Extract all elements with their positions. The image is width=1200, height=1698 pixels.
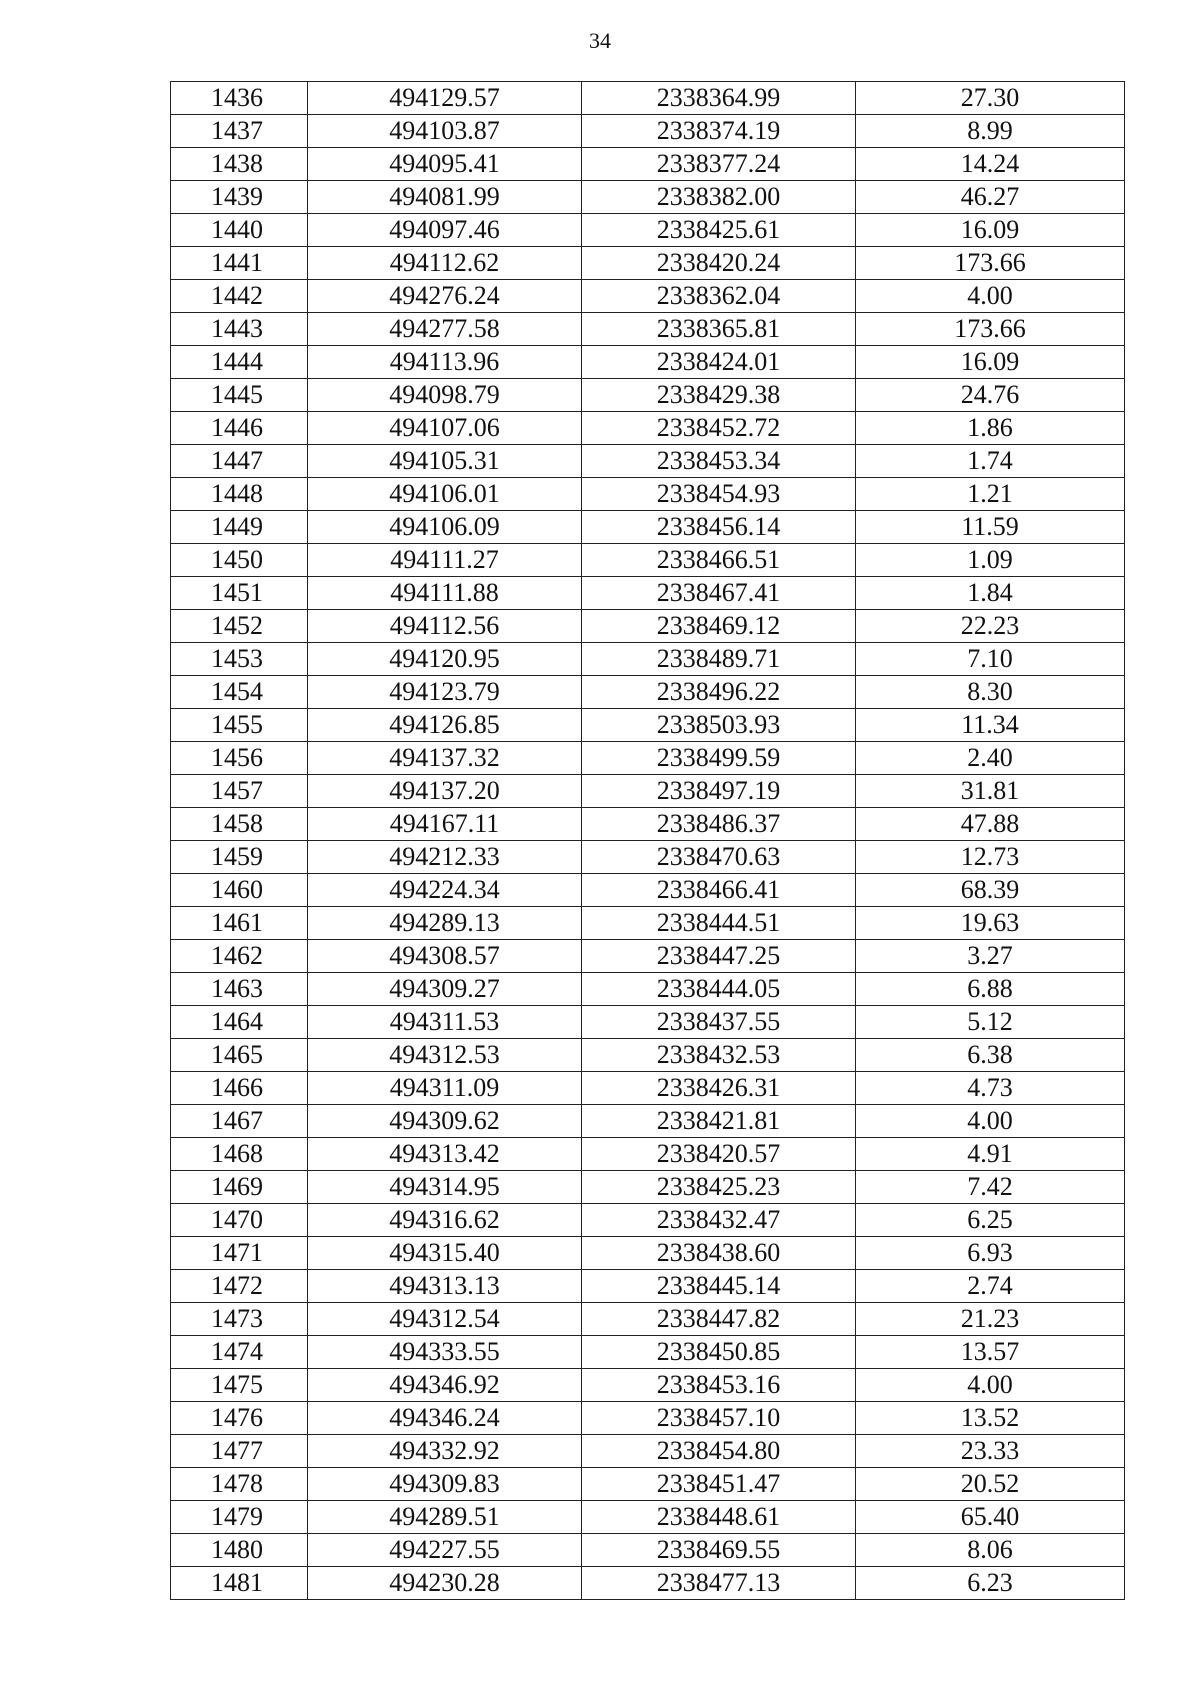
y-coordinate-cell: 2338469.55 <box>582 1534 856 1567</box>
y-coordinate-cell: 2338438.60 <box>582 1237 856 1270</box>
y-coordinate-cell: 2338453.16 <box>582 1369 856 1402</box>
distance-cell: 4.73 <box>856 1072 1125 1105</box>
point-number-cell: 1438 <box>171 148 308 181</box>
y-coordinate-cell: 2338454.80 <box>582 1435 856 1468</box>
table-row <box>171 1534 1125 1567</box>
table-row <box>171 907 1125 940</box>
distance-cell: 8.30 <box>856 676 1125 709</box>
point-number-cell: 1469 <box>171 1171 308 1204</box>
table-row <box>171 280 1125 313</box>
x-coordinate-cell: 494123.79 <box>308 676 582 709</box>
table-row <box>171 973 1125 1006</box>
y-coordinate-cell: 2338374.19 <box>582 115 856 148</box>
y-coordinate-cell: 2338450.85 <box>582 1336 856 1369</box>
table-row <box>171 1468 1125 1501</box>
x-coordinate-cell: 494289.51 <box>308 1501 582 1534</box>
y-coordinate-cell: 2338457.10 <box>582 1402 856 1435</box>
table-row <box>171 445 1125 478</box>
y-coordinate-cell: 2338377.24 <box>582 148 856 181</box>
table-row <box>171 1105 1125 1138</box>
x-coordinate-cell: 494309.83 <box>308 1468 582 1501</box>
x-coordinate-cell: 494313.13 <box>308 1270 582 1303</box>
point-number-cell: 1448 <box>171 478 308 511</box>
y-coordinate-cell: 2338429.38 <box>582 379 856 412</box>
x-coordinate-cell: 494332.92 <box>308 1435 582 1468</box>
distance-cell: 16.09 <box>856 214 1125 247</box>
x-coordinate-cell: 494112.56 <box>308 610 582 643</box>
point-number-cell: 1454 <box>171 676 308 709</box>
point-number-cell: 1459 <box>171 841 308 874</box>
distance-cell: 3.27 <box>856 940 1125 973</box>
distance-cell: 8.99 <box>856 115 1125 148</box>
distance-cell: 6.93 <box>856 1237 1125 1270</box>
point-number-cell: 1447 <box>171 445 308 478</box>
y-coordinate-cell: 2338497.19 <box>582 775 856 808</box>
x-coordinate-cell: 494112.62 <box>308 247 582 280</box>
distance-cell: 4.91 <box>856 1138 1125 1171</box>
distance-cell: 22.23 <box>856 610 1125 643</box>
x-coordinate-cell: 494227.55 <box>308 1534 582 1567</box>
point-number-cell: 1458 <box>171 808 308 841</box>
x-coordinate-cell: 494313.42 <box>308 1138 582 1171</box>
x-coordinate-cell: 494129.57 <box>308 82 582 115</box>
point-number-cell: 1464 <box>171 1006 308 1039</box>
point-number-cell: 1452 <box>171 610 308 643</box>
table-row <box>171 1072 1125 1105</box>
distance-cell: 31.81 <box>856 775 1125 808</box>
point-number-cell: 1455 <box>171 709 308 742</box>
point-number-cell: 1453 <box>171 643 308 676</box>
point-number-cell: 1462 <box>171 940 308 973</box>
point-number-cell: 1468 <box>171 1138 308 1171</box>
table-row <box>171 610 1125 643</box>
x-coordinate-cell: 494097.46 <box>308 214 582 247</box>
y-coordinate-cell: 2338425.23 <box>582 1171 856 1204</box>
distance-cell: 20.52 <box>856 1468 1125 1501</box>
point-number-cell: 1478 <box>171 1468 308 1501</box>
table-row <box>171 412 1125 445</box>
distance-cell: 1.74 <box>856 445 1125 478</box>
distance-cell: 12.73 <box>856 841 1125 874</box>
x-coordinate-cell: 494289.13 <box>308 907 582 940</box>
table-row <box>171 1402 1125 1435</box>
distance-cell: 47.88 <box>856 808 1125 841</box>
distance-cell: 4.00 <box>856 1105 1125 1138</box>
point-number-cell: 1444 <box>171 346 308 379</box>
distance-cell: 8.06 <box>856 1534 1125 1567</box>
table-row <box>171 1501 1125 1534</box>
table-row <box>171 1435 1125 1468</box>
distance-cell: 6.88 <box>856 973 1125 1006</box>
distance-cell: 4.00 <box>856 1369 1125 1402</box>
distance-cell: 21.23 <box>856 1303 1125 1336</box>
point-number-cell: 1436 <box>171 82 308 115</box>
point-number-cell: 1450 <box>171 544 308 577</box>
distance-cell: 13.57 <box>856 1336 1125 1369</box>
distance-cell: 173.66 <box>856 313 1125 346</box>
table-row <box>171 841 1125 874</box>
point-number-cell: 1437 <box>171 115 308 148</box>
point-number-cell: 1475 <box>171 1369 308 1402</box>
table-row <box>171 115 1125 148</box>
point-number-cell: 1449 <box>171 511 308 544</box>
table-row <box>171 676 1125 709</box>
point-number-cell: 1467 <box>171 1105 308 1138</box>
x-coordinate-cell: 494106.01 <box>308 478 582 511</box>
y-coordinate-cell: 2338420.24 <box>582 247 856 280</box>
distance-cell: 1.09 <box>856 544 1125 577</box>
point-number-cell: 1473 <box>171 1303 308 1336</box>
distance-cell: 24.76 <box>856 379 1125 412</box>
x-coordinate-cell: 494106.09 <box>308 511 582 544</box>
distance-cell: 65.40 <box>856 1501 1125 1534</box>
x-coordinate-cell: 494103.87 <box>308 115 582 148</box>
table-row <box>171 379 1125 412</box>
x-coordinate-cell: 494346.92 <box>308 1369 582 1402</box>
x-coordinate-cell: 494311.53 <box>308 1006 582 1039</box>
distance-cell: 11.34 <box>856 709 1125 742</box>
point-number-cell: 1441 <box>171 247 308 280</box>
distance-cell: 16.09 <box>856 346 1125 379</box>
distance-cell: 23.33 <box>856 1435 1125 1468</box>
x-coordinate-cell: 494277.58 <box>308 313 582 346</box>
table-row <box>171 1039 1125 1072</box>
x-coordinate-cell: 494311.09 <box>308 1072 582 1105</box>
table-row <box>171 313 1125 346</box>
x-coordinate-cell: 494111.88 <box>308 577 582 610</box>
distance-cell: 7.10 <box>856 643 1125 676</box>
y-coordinate-cell: 2338451.47 <box>582 1468 856 1501</box>
table-row <box>171 874 1125 907</box>
y-coordinate-cell: 2338382.00 <box>582 181 856 214</box>
distance-cell: 1.84 <box>856 577 1125 610</box>
x-coordinate-cell: 494346.24 <box>308 1402 582 1435</box>
x-coordinate-cell: 494333.55 <box>308 1336 582 1369</box>
coordinates-table-body <box>171 82 1125 1600</box>
x-coordinate-cell: 494309.62 <box>308 1105 582 1138</box>
table-row <box>171 1369 1125 1402</box>
y-coordinate-cell: 2338477.13 <box>582 1567 856 1600</box>
distance-cell: 19.63 <box>856 907 1125 940</box>
y-coordinate-cell: 2338496.22 <box>582 676 856 709</box>
point-number-cell: 1451 <box>171 577 308 610</box>
table-row <box>171 577 1125 610</box>
distance-cell: 68.39 <box>856 874 1125 907</box>
point-number-cell: 1480 <box>171 1534 308 1567</box>
x-coordinate-cell: 494137.32 <box>308 742 582 775</box>
y-coordinate-cell: 2338444.51 <box>582 907 856 940</box>
point-number-cell: 1476 <box>171 1402 308 1435</box>
y-coordinate-cell: 2338470.63 <box>582 841 856 874</box>
table-row <box>171 1270 1125 1303</box>
x-coordinate-cell: 494308.57 <box>308 940 582 973</box>
y-coordinate-cell: 2338466.41 <box>582 874 856 907</box>
table-row <box>171 1006 1125 1039</box>
distance-cell: 1.21 <box>856 478 1125 511</box>
table-row <box>171 247 1125 280</box>
point-number-cell: 1442 <box>171 280 308 313</box>
point-number-cell: 1443 <box>171 313 308 346</box>
y-coordinate-cell: 2338499.59 <box>582 742 856 775</box>
distance-cell: 27.30 <box>856 82 1125 115</box>
y-coordinate-cell: 2338452.72 <box>582 412 856 445</box>
table-row <box>171 808 1125 841</box>
point-number-cell: 1439 <box>171 181 308 214</box>
point-number-cell: 1466 <box>171 1072 308 1105</box>
y-coordinate-cell: 2338489.71 <box>582 643 856 676</box>
x-coordinate-cell: 494137.20 <box>308 775 582 808</box>
point-number-cell: 1477 <box>171 1435 308 1468</box>
distance-cell: 1.86 <box>856 412 1125 445</box>
table-row <box>171 214 1125 247</box>
distance-cell: 6.38 <box>856 1039 1125 1072</box>
table-row <box>171 1204 1125 1237</box>
y-coordinate-cell: 2338444.05 <box>582 973 856 1006</box>
x-coordinate-cell: 494105.31 <box>308 445 582 478</box>
table-row <box>171 511 1125 544</box>
x-coordinate-cell: 494309.27 <box>308 973 582 1006</box>
table-row <box>171 478 1125 511</box>
x-coordinate-cell: 494312.54 <box>308 1303 582 1336</box>
point-number-cell: 1460 <box>171 874 308 907</box>
y-coordinate-cell: 2338447.82 <box>582 1303 856 1336</box>
point-number-cell: 1445 <box>171 379 308 412</box>
point-number-cell: 1470 <box>171 1204 308 1237</box>
x-coordinate-cell: 494167.11 <box>308 808 582 841</box>
x-coordinate-cell: 494126.85 <box>308 709 582 742</box>
y-coordinate-cell: 2338445.14 <box>582 1270 856 1303</box>
y-coordinate-cell: 2338469.12 <box>582 610 856 643</box>
y-coordinate-cell: 2338420.57 <box>582 1138 856 1171</box>
y-coordinate-cell: 2338432.53 <box>582 1039 856 1072</box>
y-coordinate-cell: 2338432.47 <box>582 1204 856 1237</box>
distance-cell: 5.12 <box>856 1006 1125 1039</box>
point-number-cell: 1481 <box>171 1567 308 1600</box>
y-coordinate-cell: 2338364.99 <box>582 82 856 115</box>
x-coordinate-cell: 494276.24 <box>308 280 582 313</box>
point-number-cell: 1463 <box>171 973 308 1006</box>
distance-cell: 46.27 <box>856 181 1125 214</box>
x-coordinate-cell: 494212.33 <box>308 841 582 874</box>
distance-cell: 7.42 <box>856 1171 1125 1204</box>
point-number-cell: 1446 <box>171 412 308 445</box>
x-coordinate-cell: 494111.27 <box>308 544 582 577</box>
table-row <box>171 1336 1125 1369</box>
point-number-cell: 1457 <box>171 775 308 808</box>
y-coordinate-cell: 2338486.37 <box>582 808 856 841</box>
point-number-cell: 1474 <box>171 1336 308 1369</box>
distance-cell: 173.66 <box>856 247 1125 280</box>
table-row <box>171 82 1125 115</box>
point-number-cell: 1465 <box>171 1039 308 1072</box>
coordinates-table <box>170 81 1125 1600</box>
x-coordinate-cell: 494120.95 <box>308 643 582 676</box>
x-coordinate-cell: 494312.53 <box>308 1039 582 1072</box>
distance-cell: 6.25 <box>856 1204 1125 1237</box>
y-coordinate-cell: 2338362.04 <box>582 280 856 313</box>
y-coordinate-cell: 2338503.93 <box>582 709 856 742</box>
point-number-cell: 1461 <box>171 907 308 940</box>
table-row <box>171 346 1125 379</box>
y-coordinate-cell: 2338425.61 <box>582 214 856 247</box>
y-coordinate-cell: 2338424.01 <box>582 346 856 379</box>
distance-cell: 4.00 <box>856 280 1125 313</box>
y-coordinate-cell: 2338421.81 <box>582 1105 856 1138</box>
distance-cell: 2.74 <box>856 1270 1125 1303</box>
distance-cell: 14.24 <box>856 148 1125 181</box>
table-row <box>171 1303 1125 1336</box>
x-coordinate-cell: 494081.99 <box>308 181 582 214</box>
point-number-cell: 1472 <box>171 1270 308 1303</box>
table-row <box>171 1237 1125 1270</box>
x-coordinate-cell: 494230.28 <box>308 1567 582 1600</box>
x-coordinate-cell: 494113.96 <box>308 346 582 379</box>
table-row <box>171 1567 1125 1600</box>
y-coordinate-cell: 2338453.34 <box>582 445 856 478</box>
table-row <box>171 1171 1125 1204</box>
y-coordinate-cell: 2338426.31 <box>582 1072 856 1105</box>
table-row <box>171 643 1125 676</box>
y-coordinate-cell: 2338454.93 <box>582 478 856 511</box>
table-row <box>171 1138 1125 1171</box>
distance-cell: 13.52 <box>856 1402 1125 1435</box>
distance-cell: 2.40 <box>856 742 1125 775</box>
distance-cell: 11.59 <box>856 511 1125 544</box>
x-coordinate-cell: 494224.34 <box>308 874 582 907</box>
y-coordinate-cell: 2338448.61 <box>582 1501 856 1534</box>
table-row <box>171 148 1125 181</box>
y-coordinate-cell: 2338365.81 <box>582 313 856 346</box>
table-row <box>171 181 1125 214</box>
point-number-cell: 1471 <box>171 1237 308 1270</box>
distance-cell: 6.23 <box>856 1567 1125 1600</box>
y-coordinate-cell: 2338456.14 <box>582 511 856 544</box>
table-row <box>171 544 1125 577</box>
y-coordinate-cell: 2338467.41 <box>582 577 856 610</box>
y-coordinate-cell: 2338466.51 <box>582 544 856 577</box>
point-number-cell: 1479 <box>171 1501 308 1534</box>
point-number-cell: 1456 <box>171 742 308 775</box>
table-row <box>171 742 1125 775</box>
table-row <box>171 940 1125 973</box>
x-coordinate-cell: 494098.79 <box>308 379 582 412</box>
page-number: 34 <box>589 28 611 53</box>
table-row <box>171 775 1125 808</box>
table-row <box>171 709 1125 742</box>
x-coordinate-cell: 494315.40 <box>308 1237 582 1270</box>
x-coordinate-cell: 494095.41 <box>308 148 582 181</box>
point-number-cell: 1440 <box>171 214 308 247</box>
x-coordinate-cell: 494316.62 <box>308 1204 582 1237</box>
y-coordinate-cell: 2338447.25 <box>582 940 856 973</box>
x-coordinate-cell: 494314.95 <box>308 1171 582 1204</box>
y-coordinate-cell: 2338437.55 <box>582 1006 856 1039</box>
x-coordinate-cell: 494107.06 <box>308 412 582 445</box>
